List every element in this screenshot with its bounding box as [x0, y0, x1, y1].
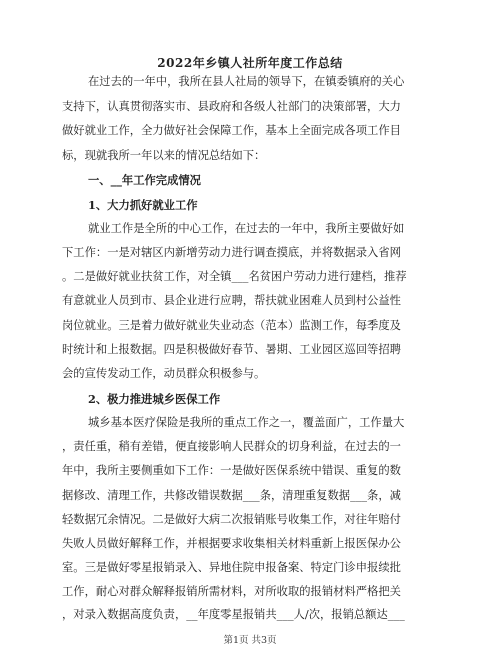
body-line: 就业工作是全所的中心工作，在过去的一年中，我所主要做好如	[88, 222, 405, 235]
subsection-heading: 1、大力抓好就业工作	[88, 198, 198, 212]
body-line: 标，现就我所一年以来的情况总结如下：	[62, 149, 266, 162]
body-line: 室。三是做好零星报销录入、异地住院申报备案、特定门诊申报续批	[62, 561, 401, 574]
body-line: 工作，耐心对群众解释报销所需材料，对所收取的报销材料严格把关	[62, 585, 401, 598]
body-line: 。二是做好就业扶贫工作，对全镇___名贫困户劳动力进行建档，推荐	[62, 270, 407, 283]
body-line: ，责任重，稍有差错，便直接影响人民群众的切身利益，在过去的一	[62, 440, 401, 453]
page-footer: 第1页 共3页	[223, 635, 277, 646]
body-line: 年中，我所主要侧重如下工作：一是做好医保系统中错误、重复的数	[62, 464, 401, 477]
body-line: 下工作：一是对辖区内新增劳动力进行调查摸底，并将数据录入省网	[62, 246, 401, 259]
subsection-heading: 2、极力推进城乡医保工作	[88, 392, 221, 406]
body-line: 支持下，认真贯彻落实市、县政府和各级人社部门的决策部署，大力	[62, 100, 401, 113]
body-line: 有意就业人员到市、县企业进行应聘，帮扶就业困难人员到村公益性	[62, 294, 401, 307]
body-line: 失败人员做好解释工作，并根据要求收集相关材料重新上报医保办公	[62, 537, 401, 550]
body-line: ，对录入数据高度负责，__年度零星报销共___人/次，报销总额达___	[62, 608, 405, 621]
body-line: 轻数据冗余情况。二是做好大病二次报销账号收集工作，对往年赔付	[62, 513, 401, 526]
section-heading: 一、__年工作完成情况	[88, 173, 201, 187]
body-line: 时统计和上报数据。四是积极做好春节、暑期、工业园区巡回等招聘	[62, 343, 401, 356]
body-line: 据修改、清理工作，共修改错误数据___条，清理重复数据___条，减	[62, 489, 401, 502]
body-line: 做好就业工作，全力做好社会保障工作，基本上全面完成各项工作目	[62, 124, 401, 137]
document-title: 2022年乡镇人社所年度工作总结	[157, 56, 343, 70]
body-line: 城乡基本医疗保险是我所的重点工作之一，覆盖面广，工作量大	[88, 416, 405, 429]
body-line: 岗位就业。三是着力做好就业失业动态（范本）监测工作，每季度及	[62, 319, 401, 332]
body-line: 在过去的一年中，我所在县人社局的领导下，在镇委镇府的关心	[88, 75, 405, 88]
body-line: 会的宣传发动工作，动员群众积极参与。	[62, 367, 266, 380]
